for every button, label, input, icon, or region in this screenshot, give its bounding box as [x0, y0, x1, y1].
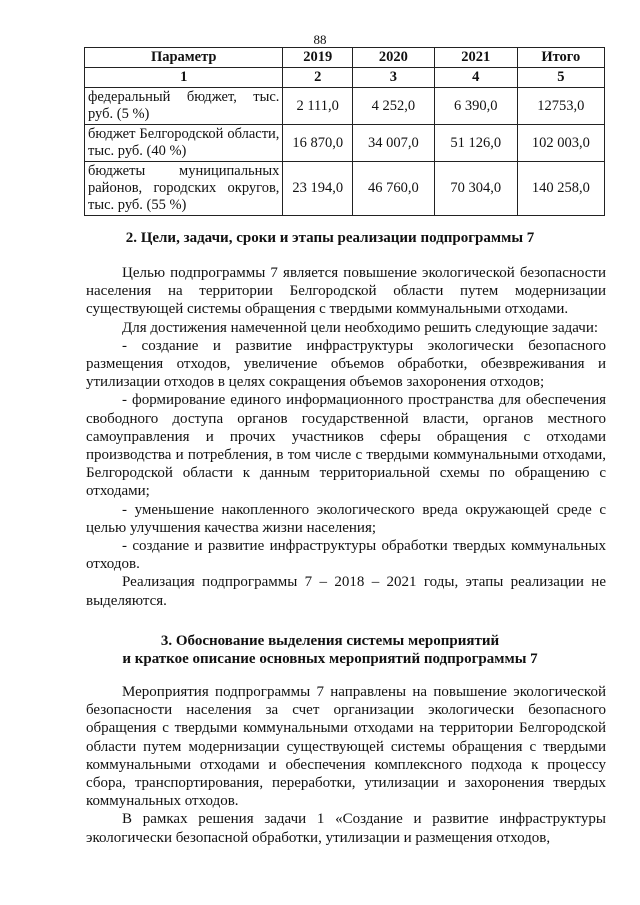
section-2-heading: 2. Цели, задачи, сроки и этапы реализации подпрограммы 7	[125, 230, 535, 246]
task-item: - уменьшение накопленного экологического вреда окружающей среде с целью улучшения качества жизни населения;	[86, 501, 606, 536]
header-total: Итого	[517, 48, 604, 68]
value-cell: 70 304,0	[434, 162, 517, 216]
paragraph: Целью подпрограммы 7 является повышение экологической безопасности населения на территории Белгородской области путем модернизации существующей системы обращения с твердыми коммунальными отходами.	[86, 265, 606, 318]
section-3-body	[86, 683, 606, 847]
section-3-heading-line: 3. Обоснование выделения системы мероприятий	[160, 633, 500, 649]
index-cell: 1	[85, 68, 283, 88]
param-cell: бюджеты муниципальных районов, городских округов, тыс. руб. (55 %)	[85, 162, 283, 216]
task-item: - формирование единого информационного пространства для обеспечения свободного доступа органов государственной власти, органов местного самоуправления и прочих участников сферы обращения с отходами производства и потребления, в том числе с твердыми коммунальными отходами, Белгородской области к данным территориальной схемы по обращению с отходами;	[86, 392, 606, 500]
task-item: - создание и развитие инфраструктуры обработки твердых коммунальных отходов.	[86, 538, 606, 573]
value-cell: 34 007,0	[352, 125, 434, 162]
table-index-row	[85, 68, 605, 88]
header-2019: 2019	[283, 48, 353, 68]
value-cell: 46 760,0	[352, 162, 434, 216]
value-cell: 4 252,0	[352, 88, 434, 125]
value-cell: 23 194,0	[283, 162, 353, 216]
section-3-heading-line: и краткое описание основных мероприятий подпрограммы 7	[122, 651, 538, 667]
value-cell: 16 870,0	[283, 125, 353, 162]
header-param: Параметр	[85, 48, 283, 68]
header-2021: 2021	[434, 48, 517, 68]
total-cell: 102 003,0	[517, 125, 604, 162]
table-row	[85, 88, 605, 125]
index-cell: 4	[434, 68, 517, 88]
index-cell: 5	[517, 68, 604, 88]
table-header-row	[85, 48, 605, 68]
paragraph: Мероприятия подпрограммы 7 направлены на повышение экологической безопасности населения за счет организации экологически безопасного обращения с твердыми коммунальными отходами на территории Белгородской области путем модернизации существующей системы обращения с твердыми коммунальными отходами и обеспечения комплексного подхода к процессу сбора, транспортирования, переработки, утилизации и захоронения твердых коммунальных отходов.	[86, 684, 606, 810]
total-cell: 12753,0	[517, 88, 604, 125]
table-row	[85, 162, 605, 216]
value-cell: 51 126,0	[434, 125, 517, 162]
index-cell: 2	[283, 68, 353, 88]
value-cell: 6 390,0	[434, 88, 517, 125]
total-cell: 140 258,0	[517, 162, 604, 216]
budget-table	[84, 47, 605, 216]
param-cell: федеральный бюджет, тыс. руб. (5 %)	[85, 88, 283, 125]
page-number: 88	[313, 32, 327, 47]
paragraph: В рамках решения задачи 1 «Создание и развитие инфраструктуры экологически безопасной обработки, утилизации и размещения отходов,	[86, 811, 606, 846]
section-3-heading	[60, 632, 600, 668]
task-item: - создание и развитие инфраструктуры экологически безопасного размещения отходов, увеличение объемов обработки, обезвреживания и утилизации отходов в целях сокращения объемов захоронения отходов;	[86, 337, 606, 391]
index-cell: 3	[352, 68, 434, 88]
paragraph: Для достижения намеченной цели необходимо решить следующие задачи:	[122, 319, 599, 336]
section-2-body	[86, 264, 606, 610]
paragraph: Реализация подпрограммы 7 – 2018 – 2021 годы, этапы реализации не выделяются.	[86, 574, 606, 609]
value-cell: 2 111,0	[283, 88, 353, 125]
param-cell: бюджет Белгородской области, тыс. руб. (40 %)	[85, 125, 283, 162]
header-2020: 2020	[352, 48, 434, 68]
table-row	[85, 125, 605, 162]
